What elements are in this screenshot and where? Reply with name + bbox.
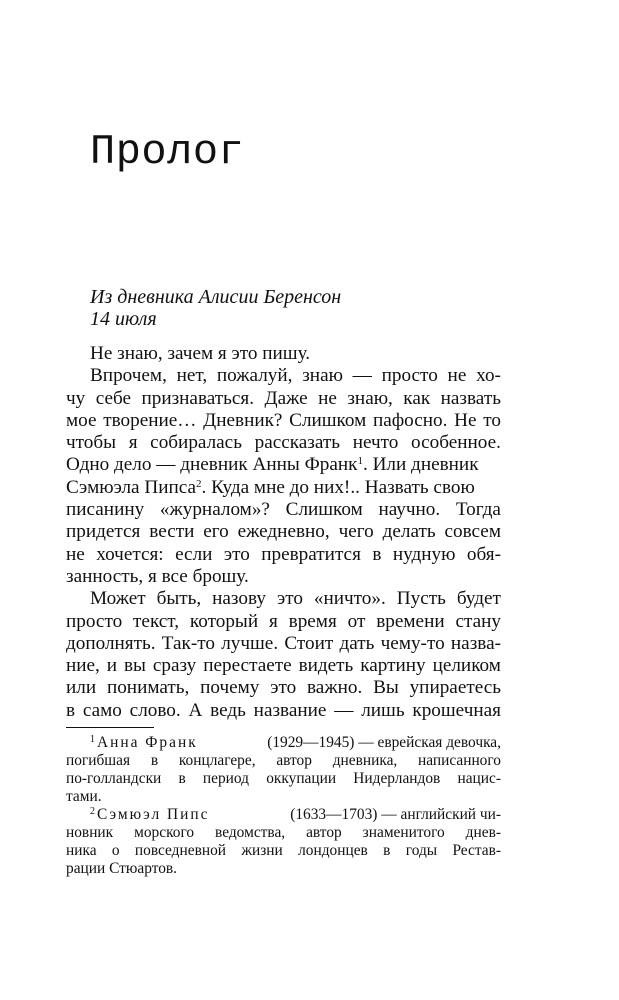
word: — bbox=[352, 365, 372, 387]
word: оккупации bbox=[266, 770, 337, 787]
word: творение… bbox=[103, 409, 197, 431]
word: Слишком bbox=[289, 409, 367, 431]
word: дополнять. bbox=[66, 632, 156, 654]
word: назвать bbox=[440, 387, 501, 409]
word: днев- bbox=[465, 824, 501, 841]
word: чтобы bbox=[66, 432, 117, 454]
word: быть, bbox=[156, 588, 202, 610]
word: чему-то bbox=[380, 632, 445, 654]
word: дать bbox=[339, 632, 375, 654]
word: то bbox=[483, 409, 501, 431]
word: ведь bbox=[210, 699, 246, 721]
footnote-ref-1[interactable]: 1 bbox=[357, 455, 363, 468]
word: Не bbox=[454, 409, 477, 431]
word: Тогда bbox=[455, 499, 501, 521]
word: «ничто». bbox=[313, 588, 386, 610]
word: особенное. bbox=[411, 432, 501, 454]
word: автор bbox=[306, 824, 342, 841]
word: в bbox=[66, 699, 76, 721]
word: целиком bbox=[432, 655, 501, 677]
word: пафосно. bbox=[372, 409, 448, 431]
word: нудную bbox=[392, 543, 456, 565]
word: нацис- bbox=[457, 770, 501, 787]
word: собиралась bbox=[150, 432, 242, 454]
word: превратится bbox=[261, 543, 361, 565]
footnote-line bbox=[66, 842, 501, 860]
word: в bbox=[178, 770, 186, 787]
footnote-line: $^1$ Анна Франк (1929—1945) — еврейская девочка, bbox=[90, 734, 501, 751]
word: концлагере, bbox=[178, 752, 256, 769]
word: сразу bbox=[152, 655, 197, 677]
word: я bbox=[128, 432, 138, 454]
footnote-marker: 1 bbox=[90, 734, 95, 745]
word: это bbox=[276, 588, 303, 610]
chapter-title: Пролог bbox=[90, 128, 245, 176]
text-line bbox=[66, 677, 501, 699]
word: Стоит bbox=[284, 632, 334, 654]
word: вести bbox=[149, 521, 195, 543]
footnote-line bbox=[66, 752, 501, 770]
word: ние, bbox=[66, 655, 100, 677]
word: хочется: bbox=[96, 543, 164, 565]
word: рассказать bbox=[254, 432, 341, 454]
word: его bbox=[203, 521, 229, 543]
footnote-divider bbox=[66, 727, 154, 728]
word: будет bbox=[456, 588, 501, 610]
word: знаю, bbox=[347, 387, 393, 409]
word: знаю bbox=[302, 365, 343, 387]
word: Рестав- bbox=[452, 842, 501, 859]
word: от bbox=[347, 610, 366, 632]
word: и bbox=[106, 655, 118, 677]
word: не bbox=[447, 365, 467, 387]
epigraph-source: Из дневника Алисии Беренсон bbox=[90, 286, 342, 308]
word: — bbox=[334, 699, 354, 721]
word: Впрочем, bbox=[90, 365, 167, 387]
word: важно. bbox=[307, 677, 363, 699]
footnote-marker: 2 bbox=[90, 806, 95, 817]
text-line bbox=[66, 477, 501, 499]
word: Так-то bbox=[161, 632, 215, 654]
word: который bbox=[189, 610, 259, 632]
word: чу bbox=[66, 387, 86, 409]
word: писанину bbox=[66, 499, 145, 521]
word: пожалуй, bbox=[216, 365, 293, 387]
word: вы bbox=[123, 655, 146, 677]
word: Пусть bbox=[396, 588, 446, 610]
text-fragment: Одно дело — дневник Анны Франк$^1$. Или дневник bbox=[66, 454, 479, 476]
word: просто bbox=[66, 610, 123, 632]
footnote-1 bbox=[66, 734, 501, 806]
word: слово. bbox=[129, 699, 181, 721]
word: научно. bbox=[378, 499, 441, 521]
text-line bbox=[66, 611, 501, 633]
word: назову bbox=[212, 588, 266, 610]
word: по-голландски bbox=[66, 770, 162, 787]
word: название bbox=[253, 699, 327, 721]
text-line bbox=[66, 655, 501, 677]
word: времени bbox=[376, 610, 445, 632]
word: повседневной bbox=[134, 842, 227, 859]
word: перестаете bbox=[203, 655, 292, 677]
word: или bbox=[66, 677, 97, 699]
word: признаваться. bbox=[141, 387, 255, 409]
word: крошечная bbox=[412, 699, 501, 721]
word: Может bbox=[90, 588, 146, 610]
footnote-line: рации Стюартов. bbox=[66, 860, 178, 877]
body-text bbox=[66, 343, 501, 722]
footnote-2 bbox=[66, 806, 501, 878]
word: понимать, bbox=[106, 677, 190, 699]
text-line: Не знаю, зачем я это пишу. bbox=[90, 343, 311, 364]
word: назва- bbox=[450, 632, 501, 654]
word: не bbox=[66, 543, 85, 565]
word: само bbox=[82, 699, 122, 721]
word: в bbox=[383, 842, 391, 859]
word: Даже bbox=[264, 387, 308, 409]
word: написанного bbox=[418, 752, 501, 769]
word: Вы bbox=[373, 677, 399, 699]
footnotes bbox=[66, 734, 501, 878]
word: морского bbox=[134, 824, 195, 841]
word: если bbox=[175, 543, 213, 565]
word: я bbox=[268, 610, 278, 632]
word: автор bbox=[276, 752, 312, 769]
footnote-line bbox=[66, 824, 501, 842]
word: ежедневно, bbox=[237, 521, 330, 543]
word: нет, bbox=[176, 365, 208, 387]
word: придется bbox=[66, 521, 141, 543]
word: время bbox=[288, 610, 337, 632]
footnote-line: тами. bbox=[66, 788, 102, 805]
word: стану bbox=[455, 610, 501, 632]
footnote-line: $^2$ Сэмюэл Пипс (1633—1703) — английский чи- bbox=[90, 806, 501, 823]
word: ведомства, bbox=[215, 824, 286, 841]
word: дневника, bbox=[332, 752, 398, 769]
footnote-name: Анна Франк bbox=[97, 734, 198, 751]
word: ника bbox=[66, 842, 97, 859]
word: «журналом»? bbox=[159, 499, 270, 521]
word: обя- bbox=[466, 543, 501, 565]
word: делать bbox=[382, 521, 436, 543]
word: лишь bbox=[361, 699, 405, 721]
footnote-line bbox=[66, 770, 501, 788]
text-line bbox=[66, 410, 501, 432]
word: жизни bbox=[241, 842, 283, 859]
text-line bbox=[66, 588, 501, 610]
word: это bbox=[270, 677, 297, 699]
word: видеть bbox=[298, 655, 354, 677]
word: Слишком bbox=[285, 499, 363, 521]
word: нечто bbox=[352, 432, 399, 454]
word: Нидерландов bbox=[353, 770, 441, 787]
footnote-ref-2[interactable]: 2 bbox=[196, 477, 202, 490]
word: в bbox=[372, 543, 382, 565]
text-line bbox=[66, 521, 501, 543]
text-line bbox=[66, 432, 501, 454]
word: не bbox=[318, 387, 337, 409]
word: текст, bbox=[133, 610, 180, 632]
word: лучше. bbox=[221, 632, 279, 654]
word: себе bbox=[95, 387, 131, 409]
word: знаменитого bbox=[362, 824, 445, 841]
word: чего bbox=[338, 521, 374, 543]
word: хо- bbox=[476, 365, 501, 387]
word: картину bbox=[360, 655, 426, 677]
text-line bbox=[66, 454, 501, 476]
word: А bbox=[188, 699, 203, 721]
word: упираетесь bbox=[409, 677, 501, 699]
word: лондонцев bbox=[298, 842, 368, 859]
text-fragment: Сэмюэла Пипса$^2$. Куда мне до них!.. Назвать свою bbox=[66, 476, 475, 498]
word: годы bbox=[405, 842, 438, 859]
text-line bbox=[66, 700, 501, 722]
word: новник bbox=[66, 824, 114, 841]
word: это bbox=[223, 543, 250, 565]
word: почему bbox=[200, 677, 260, 699]
epigraph-date: 14 июля bbox=[90, 308, 157, 330]
text-line: занность, я все брошу. bbox=[66, 565, 249, 587]
word: просто bbox=[381, 365, 438, 387]
text-line bbox=[66, 633, 501, 655]
word: мое bbox=[66, 409, 97, 431]
word: как bbox=[403, 387, 431, 409]
text-line bbox=[66, 365, 501, 387]
text-line bbox=[66, 544, 501, 566]
word: в bbox=[150, 752, 159, 769]
word: о bbox=[111, 842, 120, 859]
text-line bbox=[66, 499, 501, 521]
word: погибшая bbox=[66, 752, 131, 769]
text-line bbox=[66, 388, 501, 410]
footnote-name: Сэмюэл Пипс bbox=[97, 806, 210, 823]
epigraph bbox=[90, 286, 530, 330]
word: совсем bbox=[444, 521, 501, 543]
word: период bbox=[202, 770, 250, 787]
word: Дневник? bbox=[203, 409, 283, 431]
